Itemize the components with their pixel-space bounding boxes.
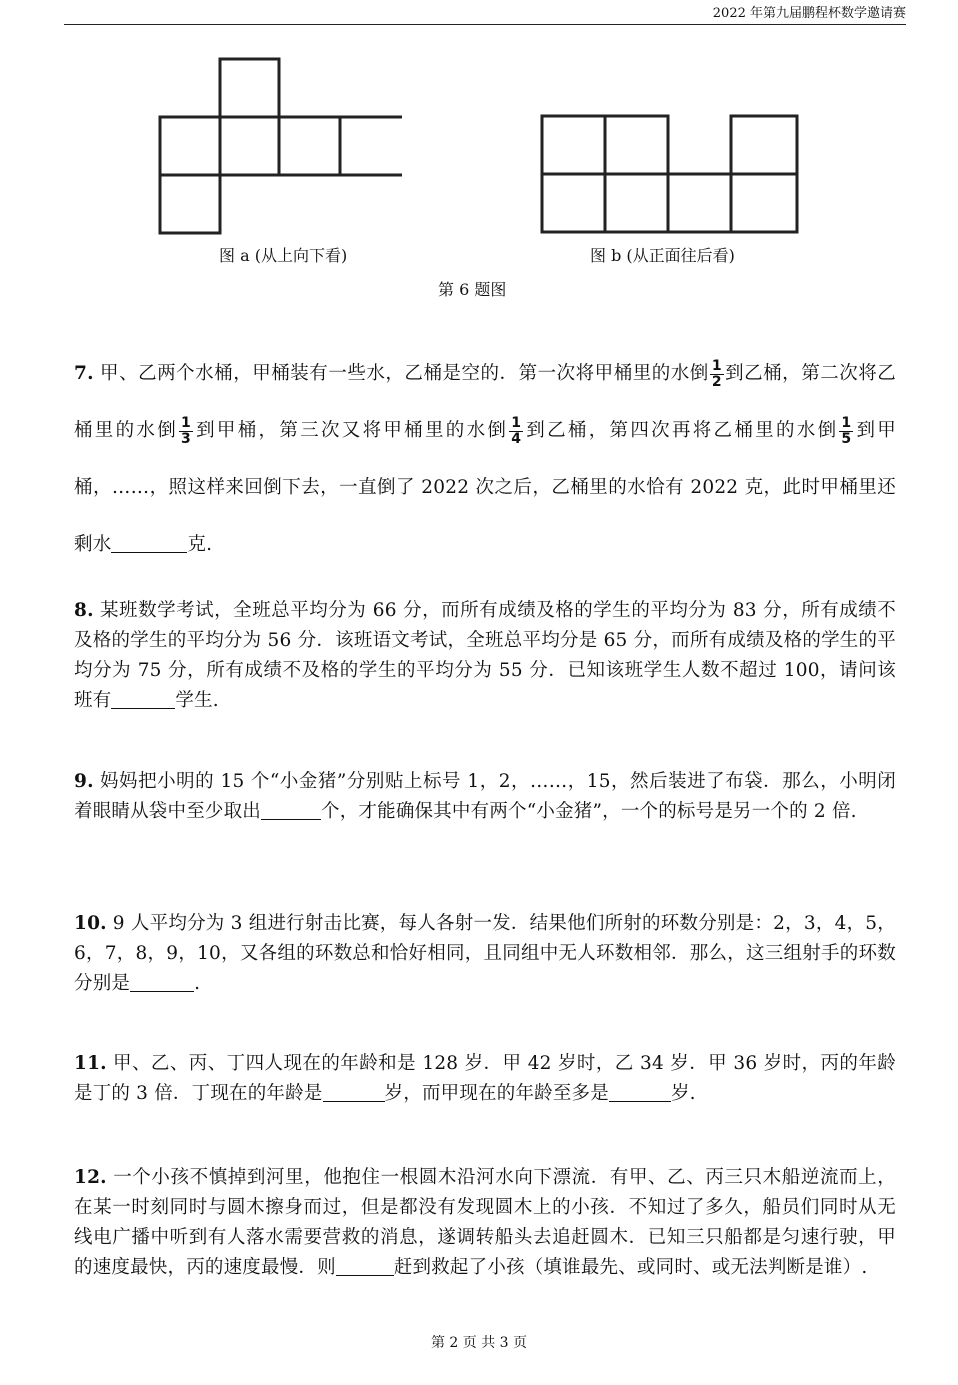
answer-blank (261, 801, 321, 820)
header-rule (64, 24, 906, 25)
fraction: $\frac{1}{4}$ (511, 414, 522, 447)
figure-b-caption: 图 b (从正面往后看) (590, 246, 735, 265)
answer-blank (130, 973, 194, 992)
figure-b-front-view (538, 112, 802, 238)
figure-b-cell-bottom-4 (731, 174, 797, 232)
question-number: 11. (74, 1053, 107, 1074)
figure-b-cell-top-4 (731, 116, 797, 174)
question-number: 7. (74, 363, 94, 384)
answer-blank (336, 1257, 394, 1276)
answer-blank (323, 1083, 385, 1102)
figure-a-cell-top (220, 59, 279, 117)
answer-blank (111, 534, 187, 553)
figure-a-cell-row2-2 (220, 117, 279, 175)
question-number: 10. (74, 913, 107, 934)
figure-main-caption: 第 6 题图 (438, 280, 507, 299)
figure-b-cell-bottom-3 (668, 174, 731, 232)
answer-blank (111, 690, 175, 709)
question-7: 7. 甲、乙两个水桶，甲桶装有一些水，乙桶是空的．第一次将甲桶里的水倒 $\frac{1}{2}$ 到乙桶，第二次将乙桶里的水倒 $\frac{1}{3}$ 到甲桶，第三次又将甲桶里的水倒 $\frac{1}{4}$ 到乙桶，第四次再将乙桶里的水倒 $\frac{1}{5}$ 到甲桶，……，照这样来回倒下去，一直倒了 2022 次之后，乙桶里的水恰有 2022 克，此时甲桶里还剩水 克. (74, 357, 896, 555)
question-11: 11. 甲、乙、丙、丁四人现在的年龄和是 128 岁．甲 42 岁时，乙 34 岁．甲 36 岁时，丙的年龄是丁的 3 倍．丁现在的年龄是 岁，而甲现在的年龄至多是 岁. (74, 1053, 896, 1104)
question-10: 10. 9 人平均分为 3 组进行射击比赛，每人各射一发．结果他们所射的环数分别是：2，3，4，5，6，7，8，9，10，又各组的环数总和恰好相同，且同组中无人环数相邻．那么，这三组射手的环数分别是 . (74, 913, 896, 994)
figure-b-cell-bottom-2 (605, 174, 668, 232)
figure-a-cell-row3-1 (160, 175, 220, 233)
figure-a-cell-row2-4 (340, 117, 402, 175)
question-number: 8. (74, 600, 94, 621)
question-9: 9. 妈妈把小明的 15 个“小金猪”分别贴上标号 1，2，……，15，然后装进了布袋．那么，小明闭着眼睛从袋中至少取出 个，才能确保其中有两个“小金猪”，一个的标号是另一个的 2 倍. (74, 771, 896, 822)
question-number: 12. (74, 1167, 107, 1188)
figure-b-cell-top-2 (605, 116, 668, 174)
fraction: $\frac{1}{2}$ (711, 357, 722, 390)
question-number: 9. (74, 771, 94, 792)
page-footer: 第 2 页 共 3 页 (430, 1335, 528, 1351)
figure-a-top-view (155, 55, 407, 240)
figure-a-cell-row2-3 (279, 117, 340, 175)
figure-b-cell-top-1 (542, 116, 605, 174)
question-12: 12. 一个小孩不慎掉到河里，他抱住一根圆木沿河水向下漂流．有甲、乙、丙三只木船逆流而上，在某一时刻同时与圆木擦身而过，但是都没有发现圆木上的小孩．不知过了多久，船员们同时从无线电广播中听到有人落水需要营救的消息，遂调转船头去追赶圆木．已知三只船都是匀速行驶，甲的速度最快，丙的速度最慢．则 赶到救起了小孩（填谁最先、或同时、或无法判断是谁）. (74, 1167, 896, 1278)
fraction: $\frac{1}{5}$ (841, 414, 852, 447)
fraction: $\frac{1}{3}$ (181, 414, 191, 447)
figure-b-cell-bottom-1 (542, 174, 605, 232)
question-8: 8. 某班数学考试，全班总平均分为 66 分，而所有成绩及格的学生的平均分为 83 分，所有成绩不及格的学生的平均分为 56 分．该班语文考试，全班总平均分是 65 分，而所有成绩及格的学生的平均分为 75 分，所有成绩不及格的学生的平均分为 55 分．已知该班学生人数不超过 100，请问该班有 学生. (74, 600, 896, 711)
page-header: 2022 年第九届鹏程杯数学邀请赛 (712, 6, 906, 21)
answer-blank (609, 1083, 671, 1102)
figure-a-cell-row2-1 (160, 117, 220, 175)
figure-a-caption: 图 a (从上向下看) (219, 246, 348, 265)
